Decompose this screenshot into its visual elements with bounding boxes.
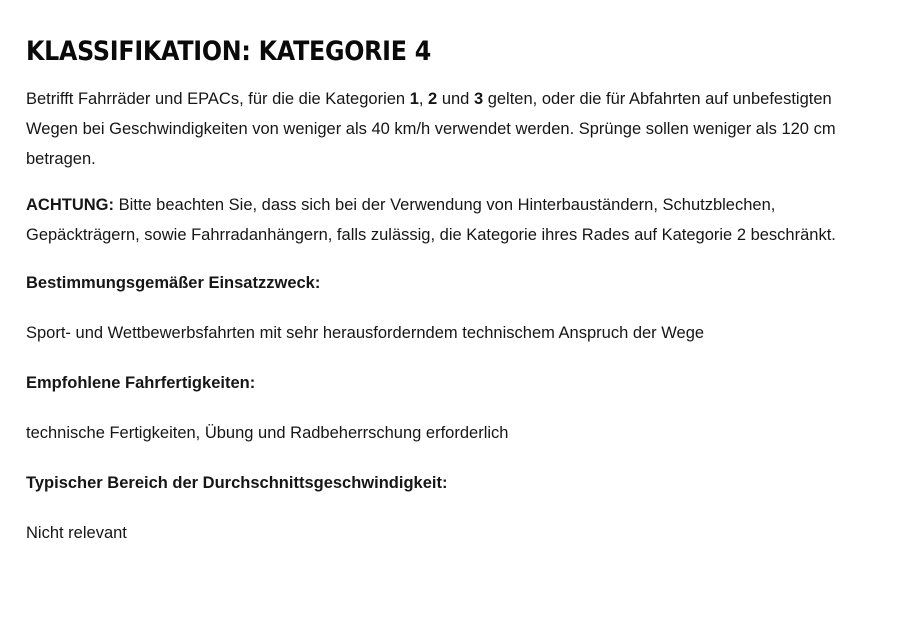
riding-skills-value: technische Fertigkeiten, Übung und Radbeherrschung erforderlich (26, 424, 509, 442)
warning-paragraph (26, 190, 880, 250)
riding-skills-label: Empfohlene Fahrfertigkeiten: (26, 374, 256, 392)
page-title: KLASSIFIKATION: KATEGORIE 4 (26, 36, 432, 67)
intro-paragraph (26, 84, 880, 174)
intended-use-label: Bestimmungsgemäßer Einsatzzweck: (26, 274, 321, 292)
average-speed-label: Typischer Bereich der Durchschnittsgeschwindigkeit: (26, 474, 448, 492)
intended-use-value: Sport- und Wettbewerbsfahrten mit sehr herausforderndem technischem Anspruch der Wege (26, 324, 705, 342)
warning-label: ACHTUNG: (26, 196, 114, 214)
intro-text-before: Betrifft Fahrräder und EPACs, für die die Kategorien (26, 90, 410, 108)
category-2: 2 (428, 90, 438, 108)
intro-text-after: gelten, oder die für Abfahrten auf unbefestigten Wegen bei Geschwindigkeiten von weniger als 40 km/h verwendet werden. Sprünge sollen weniger als 120 cm betragen. (26, 90, 836, 168)
category-1: 1 (409, 90, 419, 108)
category-3: 3 (473, 90, 484, 108)
warning-text: Bitte beachten Sie, dass sich bei der Verwendung von Hinterbauständern, Schutzblechen, Gepäckträgern, sowie Fahrradanhängern, falls zulässig, die Kategorie ihres Rades auf Kategorie 2 beschränkt. (26, 196, 836, 244)
intro-separator-2: und (437, 90, 474, 108)
average-speed-value: Nicht relevant (26, 524, 127, 542)
intro-separator-1: , (418, 90, 429, 108)
